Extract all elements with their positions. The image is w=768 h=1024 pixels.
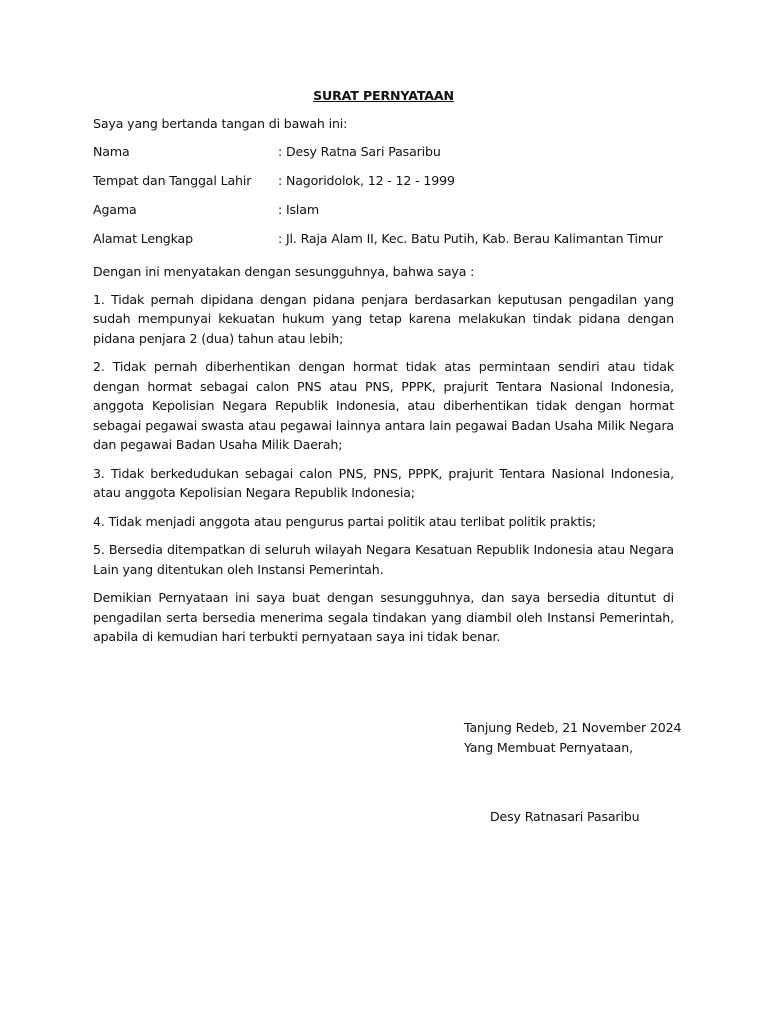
document-title: SURAT PERNYATAAN xyxy=(313,88,454,103)
point-5: 5. Bersedia ditempatkan di seluruh wilayah Negara Kesatuan Republik Indonesia atau Negara Lain yang ditentukan oleh Instansi Pemerintah. xyxy=(93,542,674,577)
maker-label: Yang Membuat Pernyataan, xyxy=(464,739,633,755)
field-value: : Islam xyxy=(278,202,319,217)
point-3: 3. Tidak berkedudukan sebagai calon PNS, PNS, PPPK, prajurit Tentara Nasional Indonesia, atau anggota Kepolisian Negara Republik Indonesia; xyxy=(93,465,674,500)
point-2: 2. Tidak pernah diberhentikan dengan hormat tidak atas permintaan sendiri atau tidak dengan hormat sebagai calon PNS atau PNS, PPPK, prajurit Tentara Nasional Indonesia, anggota Kepolisian Negara Republik Indonesia, atau diberhentikan tidak dengan hormat sebagai pegawai swasta atau pegawai lainnya antara lain pegawai Badan Usaha Milik Negara dan pegawai Badan Usaha Milik Daerah; xyxy=(93,359,674,452)
field-row-alamat xyxy=(93,229,674,258)
field-value: : Jl. Raja Alam II, Kec. Batu Putih, Kab. Berau Kalimantan Timur xyxy=(278,231,663,246)
field-value: : Nagoridolok, 12 - 12 - 1999 xyxy=(278,173,455,188)
intro-text: Saya yang bertanda tangan di bawah ini: xyxy=(93,115,348,131)
statement-text: Dengan ini menyatakan dengan sesungguhnya, bahwa saya : xyxy=(93,264,475,279)
closing-text: Demikian Pernyataan ini saya buat dengan sesungguhnya, dan saya bersedia dituntut di pengadilan serta bersedia menerima segala tindakan yang diambil oleh Instansi Pemerintah, apabila di kemudian hari terbukti pernyataan saya ini tidak benar. xyxy=(93,590,674,644)
place-date: Tanjung Redeb, 21 November 2024 xyxy=(464,720,682,735)
point-1: 1. Tidak pernah dipidana dengan pidana penjara berdasarkan keputusan pengadilan yang sudah mempunyai kekuatan hukum yang tetap karena melakukan tindak pidana dengan pidana penjara 2 (dua) tahun atau lebih; xyxy=(93,291,674,346)
field-label: Alamat Lengkap xyxy=(93,231,193,246)
document-body xyxy=(93,86,674,656)
point-4: 4. Tidak menjadi anggota atau pengurus partai politik atau terlibat politik praktis; xyxy=(93,513,596,529)
field-label: Agama xyxy=(93,202,137,217)
field-row-tempat-tanggal-lahir xyxy=(93,171,674,200)
field-value: : Desy Ratna Sari Pasaribu xyxy=(278,144,441,159)
field-row-agama xyxy=(93,200,674,229)
field-label: Tempat dan Tanggal Lahir xyxy=(93,173,252,188)
field-label: Nama xyxy=(93,144,130,159)
signer-name: Desy Ratnasari Pasaribu xyxy=(490,809,640,824)
field-row-nama xyxy=(93,142,674,171)
signature-block xyxy=(464,718,681,757)
